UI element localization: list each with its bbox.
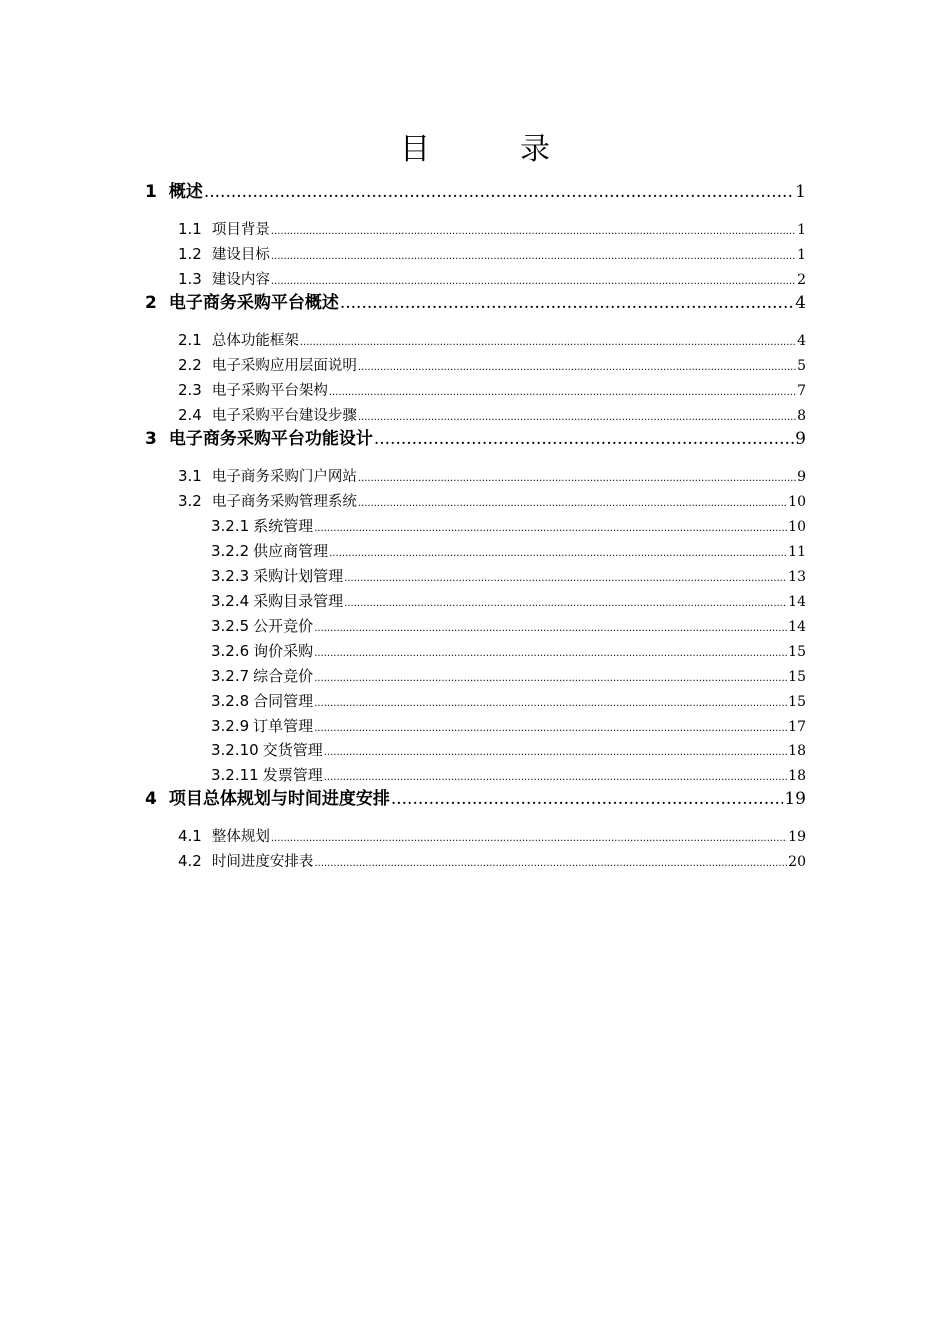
toc-entry-page-number: 2 — [797, 272, 806, 288]
toc-entry-page-number: 15 — [788, 669, 806, 685]
toc-leader-dots — [314, 620, 787, 638]
toc-leader-dots — [344, 570, 787, 588]
toc-entry-label: 发票管理 — [262, 766, 323, 784]
toc-entry-page-number: 1 — [797, 222, 806, 238]
toc-entry-number: 3.2.3 — [211, 567, 250, 585]
toc-entry-page-number: 10 — [788, 519, 806, 535]
toc-entry-page-number: 5 — [797, 358, 806, 374]
toc-entry-label: 电子商务采购平台功能设计 — [168, 429, 373, 449]
toc-entry-number: 3.2.7 — [211, 667, 250, 685]
toc-entry-label: 电子采购平台建设步骤 — [211, 408, 357, 424]
toc-entry-level2[interactable] — [178, 406, 806, 427]
toc-entry-level2[interactable] — [178, 245, 806, 266]
toc-entry-page-number: 1 — [797, 247, 806, 263]
toc-entry-number: 3.2.8 — [211, 692, 250, 710]
toc-entry-page-number: 15 — [788, 694, 806, 710]
toc-entry-page-number: 18 — [788, 743, 806, 759]
toc-entry-level3[interactable] — [211, 567, 806, 588]
toc-entry-label: 公开竞价 — [253, 617, 314, 635]
toc-entry-number: 3.2.10 — [211, 741, 259, 759]
toc-entry-level3[interactable] — [211, 617, 806, 638]
toc-entry-number: 1.1 — [178, 220, 202, 238]
toc-entry-label: 供应商管理 — [253, 542, 329, 560]
toc-entry-number: 2 — [145, 293, 157, 313]
toc-entry-level1[interactable] — [145, 182, 806, 202]
toc-entry-label: 合同管理 — [253, 692, 314, 710]
toc-entry-level2[interactable] — [178, 827, 806, 848]
toc-entry-number: 1.3 — [178, 270, 202, 288]
toc-entry-level3[interactable] — [211, 692, 806, 713]
toc-leader-dots — [324, 744, 787, 762]
toc-entry-number: 4.2 — [178, 852, 202, 870]
toc-entry-number: 4.1 — [178, 827, 202, 845]
toc-entry-level3[interactable] — [211, 741, 806, 762]
toc-leader-dots — [374, 429, 794, 449]
toc-entry-page-number: 20 — [788, 854, 806, 870]
toc-entry-number: 2.1 — [178, 331, 202, 349]
toc-entry-level3[interactable] — [211, 642, 806, 663]
toc-entry-number: 2.4 — [178, 406, 202, 424]
toc-entry-level3[interactable] — [211, 667, 806, 688]
toc-leader-dots — [300, 334, 796, 352]
toc-entry-level1[interactable] — [145, 293, 806, 313]
toc-entry-page-number: 13 — [788, 569, 806, 585]
toc-entry-number: 1 — [145, 182, 157, 202]
toc-leader-dots — [314, 855, 787, 873]
toc-leader-dots — [204, 182, 794, 202]
toc-leader-dots — [314, 720, 787, 738]
toc-entry-page-number: 4 — [795, 293, 806, 313]
toc-entry-number: 1.2 — [178, 245, 202, 263]
toc-entry-page-number: 4 — [797, 333, 806, 349]
toc-entry-page-number: 19 — [784, 789, 806, 809]
toc-entry-page-number: 9 — [797, 469, 806, 485]
toc-entry-page-number: 18 — [788, 768, 806, 784]
toc-entry-label: 电子采购应用层面说明 — [211, 358, 357, 374]
toc-entry-number: 3.2.5 — [211, 617, 250, 635]
toc-leader-dots — [340, 293, 794, 313]
toc-leader-dots — [314, 670, 787, 688]
toc-entry-number: 3.2.11 — [211, 766, 259, 784]
toc-entry-level3[interactable] — [211, 766, 806, 787]
toc-entry-level2[interactable] — [178, 356, 806, 377]
toc-leader-dots — [271, 830, 787, 848]
toc-entry-label: 询价采购 — [253, 642, 314, 660]
toc-entry-number: 3 — [145, 429, 157, 449]
toc-title: 目 录 — [400, 132, 580, 167]
toc-entry-number: 3.1 — [178, 467, 202, 485]
toc-entry-page-number: 11 — [788, 544, 806, 560]
toc-entry-label: 综合竞价 — [253, 667, 314, 685]
toc-entry-label: 整体规划 — [211, 829, 270, 845]
toc-entry-label: 交货管理 — [262, 741, 323, 759]
toc-entry-label: 采购计划管理 — [253, 567, 344, 585]
toc-entry-level2[interactable] — [178, 852, 806, 873]
toc-entry-number: 4 — [145, 789, 157, 809]
toc-entry-number: 3.2.4 — [211, 592, 250, 610]
toc-entry-number: 3.2.6 — [211, 642, 250, 660]
toc-entry-label: 总体功能框架 — [211, 333, 299, 349]
toc-entry-label: 采购目录管理 — [253, 592, 344, 610]
toc-entry-number: 3.2 — [178, 492, 202, 510]
toc-entry-number: 2.2 — [178, 356, 202, 374]
toc-entry-label: 概述 — [168, 182, 203, 202]
toc-leader-dots — [314, 520, 787, 538]
toc-leader-dots — [314, 695, 787, 713]
toc-entry-label: 项目背景 — [211, 222, 270, 238]
toc-entry-page-number: 14 — [788, 594, 806, 610]
toc-entry-page-number: 10 — [788, 494, 806, 510]
toc-entry-page-number: 14 — [788, 619, 806, 635]
toc-leader-dots — [329, 545, 787, 563]
toc-leader-dots — [344, 595, 787, 613]
toc-entry-page-number: 7 — [797, 383, 806, 399]
toc-entry-page-number: 17 — [788, 719, 806, 735]
toc-entry-level1[interactable] — [145, 429, 806, 449]
toc-entry-level2[interactable] — [178, 331, 806, 352]
toc-entry-label: 系统管理 — [253, 517, 314, 535]
toc-entry-level3[interactable] — [211, 517, 806, 538]
toc-entry-page-number: 9 — [795, 429, 806, 449]
toc-entry-label: 电子商务采购门户网站 — [211, 469, 357, 485]
toc-entry-label: 订单管理 — [253, 717, 314, 735]
toc-entry-label: 电子采购平台架构 — [211, 383, 328, 399]
toc-entry-label: 电子商务采购平台概述 — [168, 293, 339, 313]
toc-entry-number: 3.2.9 — [211, 717, 250, 735]
toc-entry-level2[interactable] — [178, 381, 806, 402]
toc-entry-level2[interactable] — [178, 270, 806, 291]
toc-entry-label: 电子商务采购管理系统 — [211, 494, 357, 510]
toc-leader-dots — [358, 409, 796, 427]
toc-entry-label: 建设内容 — [211, 272, 270, 288]
toc-entry-label: 时间进度安排表 — [211, 854, 314, 870]
toc-leader-dots — [358, 495, 787, 513]
toc-entry-level3[interactable] — [211, 717, 806, 738]
toc-leader-dots — [329, 384, 796, 402]
toc-entry-page-number: 15 — [788, 644, 806, 660]
toc-entry-label: 建设目标 — [211, 247, 270, 263]
toc-entry-level3[interactable] — [211, 542, 806, 563]
toc-leader-dots — [271, 248, 796, 266]
toc-entry-level2[interactable] — [178, 220, 806, 241]
toc-leader-dots — [271, 273, 796, 291]
toc-leader-dots — [358, 470, 796, 488]
toc-entry-level1[interactable] — [145, 789, 806, 809]
toc-entry-number: 2.3 — [178, 381, 202, 399]
toc-entry-label: 项目总体规划与时间进度安排 — [168, 789, 390, 809]
toc-leader-dots — [314, 645, 787, 663]
toc-entry-number: 3.2.1 — [211, 517, 250, 535]
toc-entry-page-number: 8 — [797, 408, 806, 424]
toc-entry-level2[interactable] — [178, 492, 806, 513]
toc-leader-dots — [391, 789, 784, 809]
toc-leader-dots — [324, 769, 787, 787]
toc-entry-level2[interactable] — [178, 467, 806, 488]
toc-entry-number: 3.2.2 — [211, 542, 250, 560]
toc-entry-page-number: 1 — [795, 182, 806, 202]
toc-entry-page-number: 19 — [788, 829, 806, 845]
toc-leader-dots — [271, 223, 796, 241]
toc-entry-level3[interactable] — [211, 592, 806, 613]
toc-leader-dots — [358, 359, 796, 377]
